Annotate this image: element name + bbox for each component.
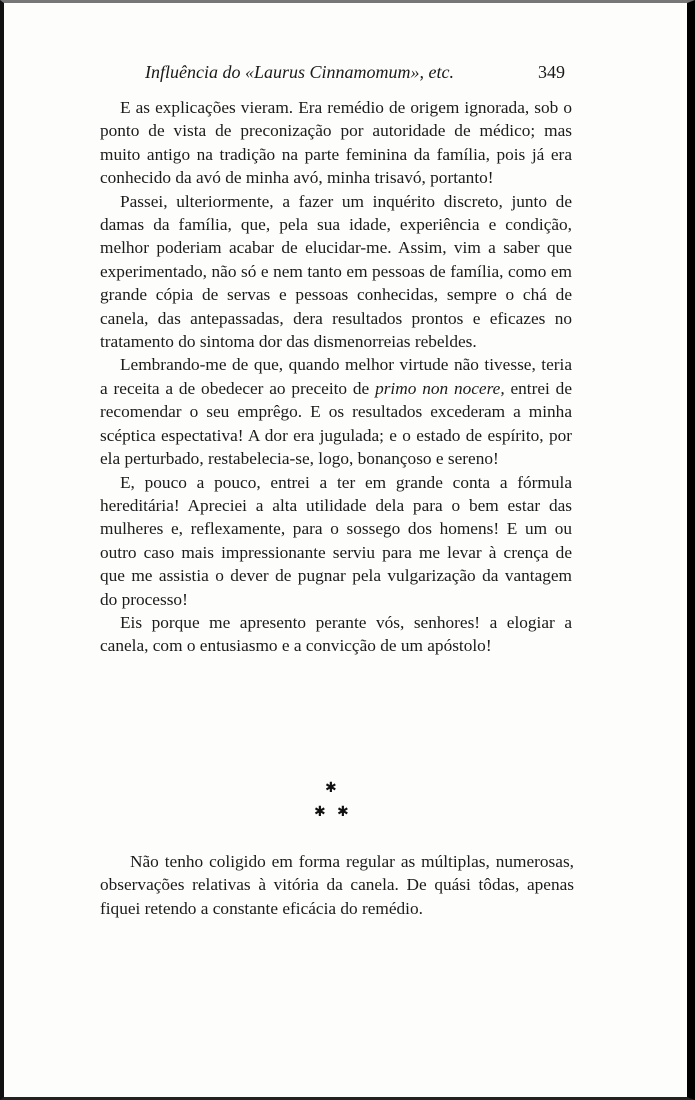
asterism-section-break xyxy=(300,778,360,824)
body-text xyxy=(100,96,572,658)
paragraph-latin-maxim xyxy=(100,353,572,470)
paragraph: E as explicações vieram. Era remédio de origem ignorada, sob o ponto de vista de preconização por autoridade de médico; mas muito antigo na tradição na parte feminina da família, pois já era conhecido da avó de minha avó, minha trisavó, portanto! xyxy=(100,98,572,188)
paragraph-text-before: Lembrando-me de que, quando melhor virtude não tivesse, teria a receita a de obedecer ao preceito de xyxy=(100,355,572,398)
paragraph: Passei, ulteriormente, a fazer um inquérito discreto, junto de damas da família, que, pela sua idade, experiência e condição, melhor poderiam acabar de elucidar-me. Assim, vim a saber que experimentado, não só e nem tanto em pessoas de família, como em grande cópia de servas e pessoas conhecidas, sempre o chá de canela, das antepassadas, dera resultados prontos e eficazes no tratamento do sintoma dor das dismenorreias rebeldes. xyxy=(100,191,572,352)
running-title: Influência do «Laurus Cinnamomum», etc. xyxy=(145,62,454,82)
closing-text xyxy=(100,850,574,920)
latin-maxim: primo non nocere, xyxy=(375,378,505,398)
asterism-star: ✱ xyxy=(337,804,349,820)
paragraph: Não tenho coligido em forma regular as múltiplas, numerosas, observações relativas à vitória da canela. De quási tôdas, apenas fiquei retendo a constante eficácia do remédio. xyxy=(100,852,574,918)
running-header xyxy=(145,62,565,83)
paragraph: Eis porque me apresento perante vós, senhores! a elogiar a canela, com o entusiasmo e a convicção de um apóstolo! xyxy=(100,612,572,656)
page-number: 349 xyxy=(538,62,565,82)
paragraph: E, pouco a pouco, entrei a ter em grande conta a fórmula hereditária! Apreciei a alta utilidade dela para o bem estar das mulheres e, reflexamente, para o sossego dos homens! E um ou outro caso mais impressionante serviu para me levar à crença de que me assistia o dever de pugnar pela vulgarização da vantagem do processo! xyxy=(100,472,572,609)
paragraph-text-after: entrei de recomendar o seu emprêgo. E os resultados excederam a minha scéptica espectativa! A dor era jugulada; e o estado de espírito, por ela perturbado, restabelecia-se, logo, bonançoso e sereno! xyxy=(100,378,572,469)
asterism-star: ✱ xyxy=(325,780,337,796)
asterism-star: ✱ xyxy=(314,804,326,820)
